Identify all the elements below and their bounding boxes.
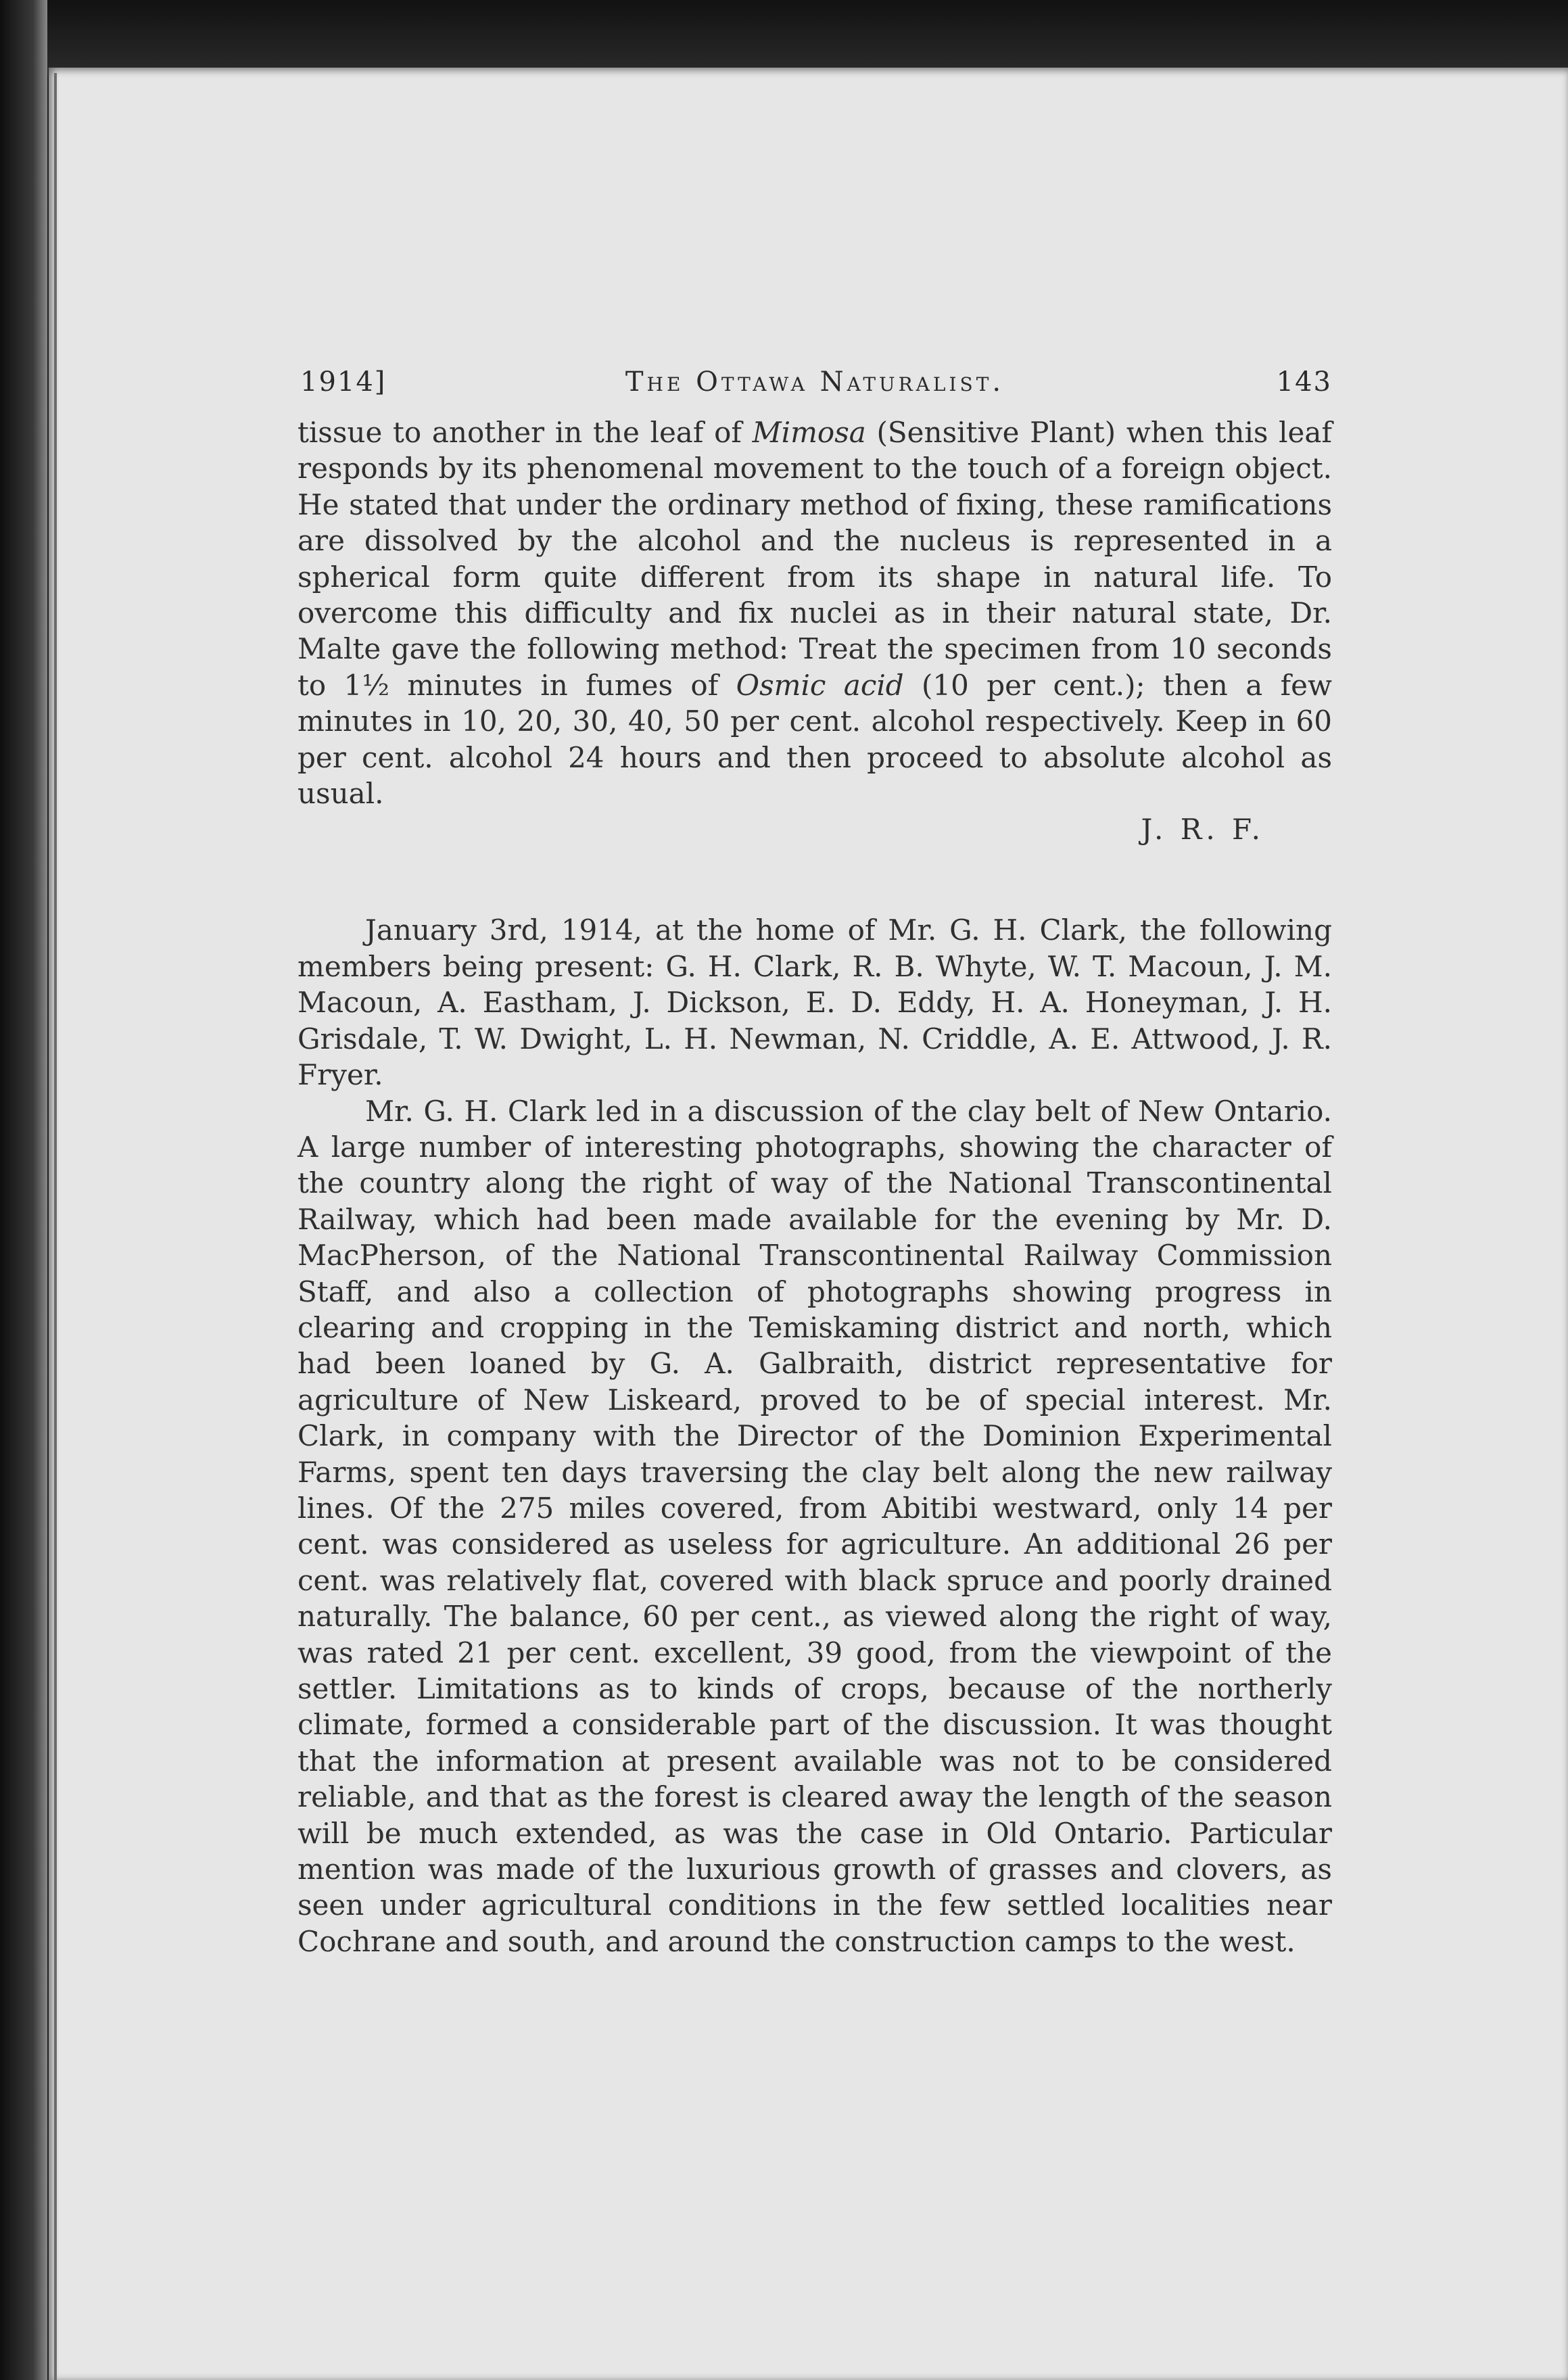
header-journal-title: The Ottawa Naturalist. [625,366,1005,398]
running-header [298,362,1332,402]
page-text-block [298,362,1332,1959]
paragraph-clay-belt-discussion: Mr. G. H. Clark led in a discussion of the clay belt of New Ontario. A large number of interesting photographs, showing the character of the country along the right of way of the National Transcontinental Railway, which had been made available for the evening by Mr. D. MacPherson, of the National Transcontinental Railway Commission Staff, and also a collection of photographs showing progress in clearing and cropping in the Temiskaming district and north, which had been loaned by G. A. Galbraith, district representative for agriculture of New Liskeard, proved to be of special interest. Mr. Clark, in company with the Director of the Dominion Experimental Farms, spent ten days traversing the clay belt along the new railway lines. Of the 275 miles covered, from Abitibi westward, only 14 per cent. was considered as useless for agriculture. An additional 26 per cent. was relatively flat, covered with black spruce and poorly drained naturally. The balance, 60 per cent., as viewed along the right of way, was rated 21 per cent. excellent, 39 good, from the viewpoint of the settler. Limitations as to kinds of crops, because of the northerly climate, formed a considerable part of the discussion. It was thought that the information at present available was not to be considered reliable, and that as the forest is cleared away the length of the season will be much extended, as was the case in Old Ontario. Particular mention was made of the luxurious growth of grasses and clovers, as seen under agricultural conditions in the few settled localities near Cochrane and south, and around the construction camps to the west. [298,1094,1332,1958]
header-page-number: 143 [1276,366,1332,398]
scan-top-border [0,0,1568,74]
paragraph-text: (Sensitive Plant) when this leaf responds by its phenomenal movement to the touch of a foreign object. He stated that under the ordinary method of fixing, these ramifications are dissolved by the alcohol and the nucleus is represented in a spherical form quite different from its shape in natural life. To overcome this difficulty and fix nuclei as in their natural state, Dr. Malte gave the following method: Treat the specimen from 10 seconds to 1½ minutes in fumes of [298,416,1333,702]
section-gap [298,848,1332,912]
page-gutter-line [54,73,57,2380]
header-year: 1914] [300,366,387,398]
italic-term: Osmic acid [736,668,904,702]
paragraph-text: tissue to another in the leaf of [298,416,753,449]
author-initials: J. R. F. [1141,813,1264,847]
italic-term: Mimosa [752,416,866,449]
scan-left-border [0,0,47,2380]
paragraph-mimosa-method [298,414,1332,811]
paragraph-text: (10 per cent.); then a few minutes in 10, 20, 30, 40, 50 per cent. alcohol respectively. Keep in 60 per cent. alcohol 24 hours and then proceed to absolute alcohol as usual. [298,668,1332,811]
paragraph-meeting-attendance: January 3rd, 1914, at the home of Mr. G. H. Clark, the following members being present: G. H. Clark, R. B. Whyte, W. T. Macoun, J. M. Macoun, A. Eastham, J. Dickson, E. D. Eddy, H. A. Honeyman, J. H. Grisdale, T. W. Dwight, L. H. Newman, N. Criddle, A. E. Attwood, J. R. Fryer. [298,913,1332,1092]
